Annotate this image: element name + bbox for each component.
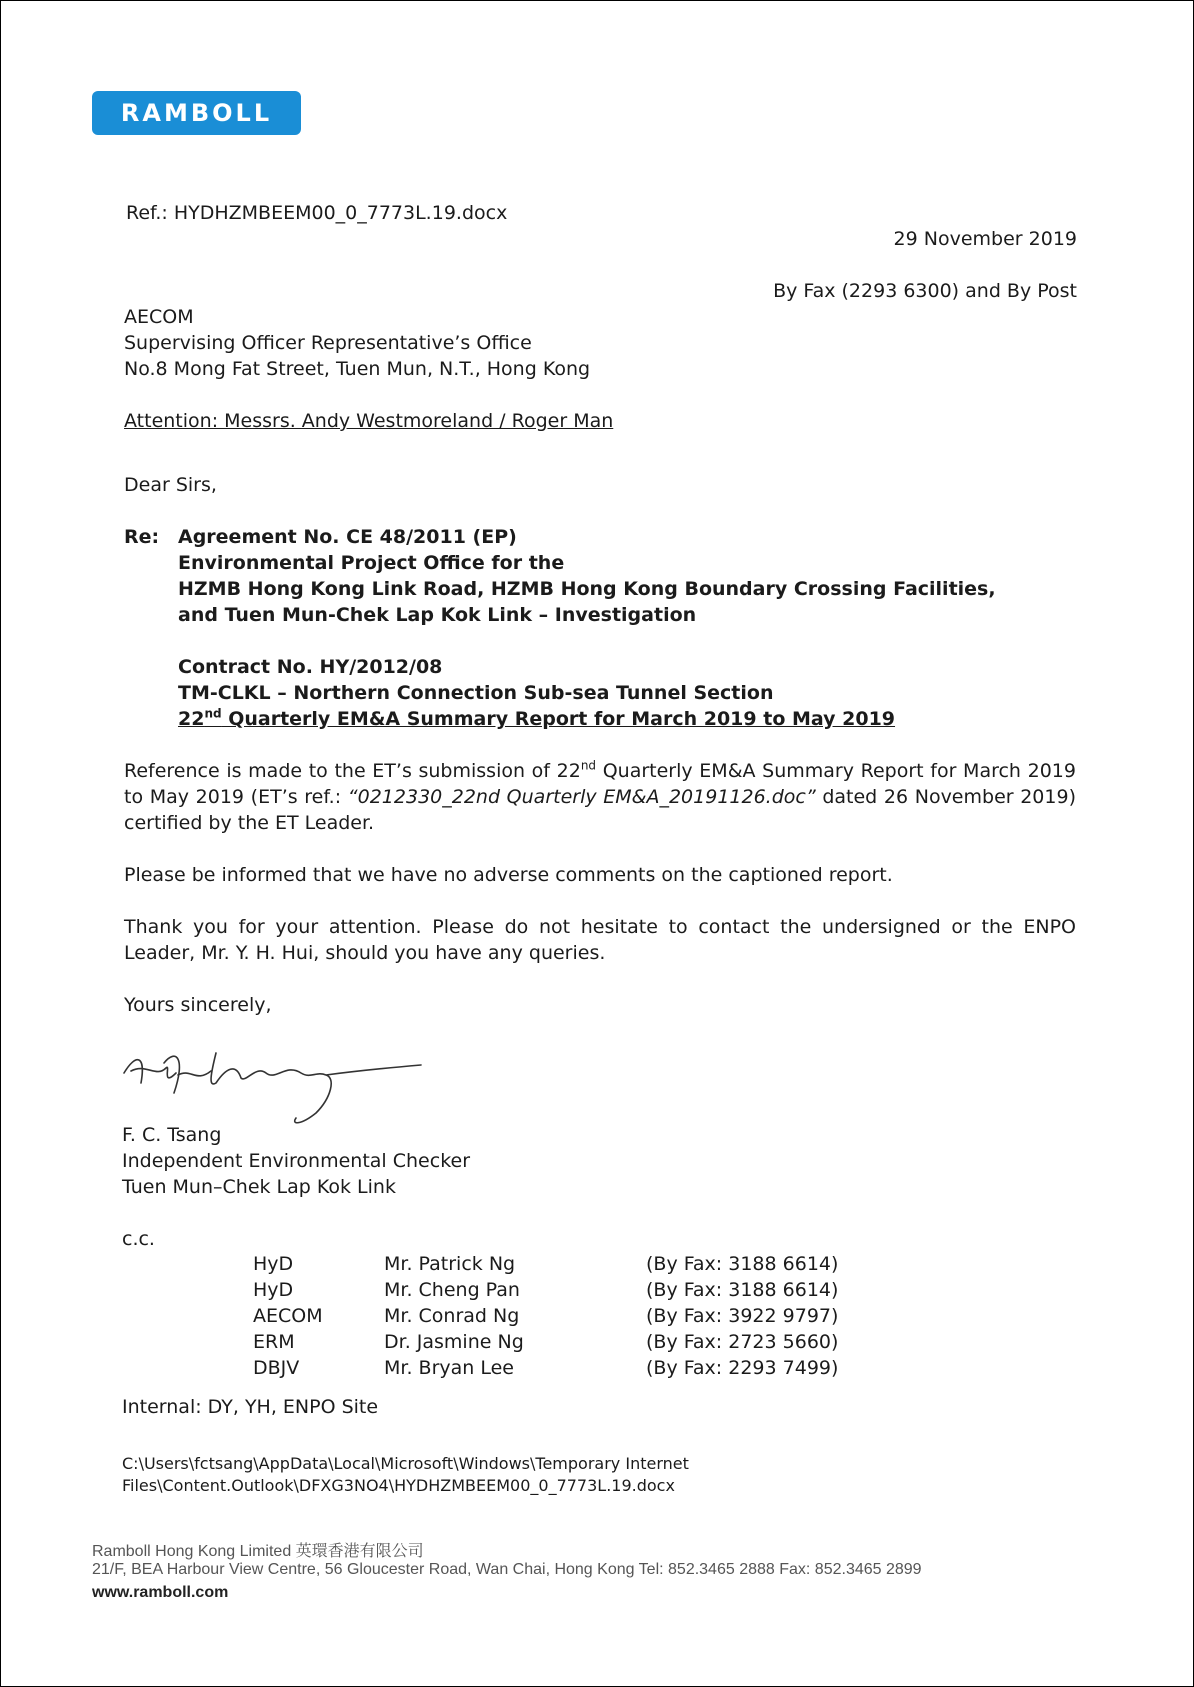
body-paragraph-reference: Reference is made to the ET’s submission of 22nd Quarterly EM&A Summary Report for March 2019 to May 2019 (ET’s ref.: “0212330_22nd Quarterly EM&A_20191126.doc” dated 26 November 2019) certified by the ET Leader. [124,758,1076,834]
recipient-org: AECOM [124,306,194,328]
subject-line: HZMB Hong Kong Link Road, HZMB Hong Kong Boundary Crossing Facilities, [178,578,996,600]
subject-line: Agreement No. CE 48/2011 (EP) [178,526,517,548]
contract-number: Contract No. HY/2012/08 [178,656,443,678]
reference-number: Ref.: HYDHZMBEEM00_0_7773L.19.docx [126,202,508,224]
cc-row [253,1277,838,1303]
cc-fax: (By Fax: 3922 9797) [646,1305,839,1327]
cc-name: Dr. Jasmine Ng [384,1331,524,1353]
internal-distribution: Internal: DY, YH, ENPO Site [122,1396,379,1418]
cc-org: HyD [253,1279,294,1301]
cc-name: Mr. Cheng Pan [384,1279,520,1301]
signatory-project: Tuen Mun–Chek Lap Kok Link [122,1176,396,1198]
cc-org: AECOM [253,1305,323,1327]
file-path: C:\Users\fctsang\AppData\Local\Microsoft\Windows\Temporary Internet Files\Content.Outlook\DFXG3NO4\HYDHZMBEEM00_0_7773L.19.docx [122,1454,689,1495]
cc-row [253,1303,838,1329]
attention-line: Attention: Messrs. Andy Westmoreland / Roger Man [124,410,614,432]
ramboll-logo: RAMBOLL [92,91,301,135]
cc-fax: (By Fax: 3188 6614) [646,1279,839,1301]
body-paragraph-thanks: Thank you for your attention. Please do not hesitate to contact the undersigned or the ENPO Leader, Mr. Y. H. Hui, should you have any queries. [124,916,1076,964]
footer-website[interactable]: www.ramboll.com [92,1584,229,1601]
cc-row [253,1355,838,1381]
subject-prefix: Re: [124,526,160,548]
cc-name: Mr. Patrick Ng [384,1253,516,1275]
cc-name: Mr. Conrad Ng [384,1305,520,1327]
footer-address: 21/F, BEA Harbour View Centre, 56 Gloucester Road, Wan Chai, Hong Kong Tel: 852.3465 2888 Fax: 852.3465 2899 [92,1561,922,1578]
cc-fax: (By Fax: 2723 5660) [646,1331,839,1353]
body-paragraph-comments: Please be informed that we have no adverse comments on the captioned report. [124,864,893,886]
cc-org: ERM [253,1331,295,1353]
recipient-street: No.8 Mong Fat Street, Tuen Mun, N.T., Hong Kong [124,358,591,380]
cc-label: c.c. [122,1228,155,1250]
contract-section: TM-CLKL – Northern Connection Sub-sea Tunnel Section [178,682,774,704]
cc-fax: (By Fax: 3188 6614) [646,1253,839,1275]
salutation: Dear Sirs, [124,474,217,496]
cc-row [253,1329,838,1355]
report-title: 22nd Quarterly EM&A Summary Report for March 2019 to May 2019 [178,706,896,730]
cc-name: Mr. Bryan Lee [384,1357,514,1379]
signatory-name: F. C. Tsang [122,1124,222,1146]
signatory-title: Independent Environmental Checker [122,1150,471,1172]
cc-row [253,1251,838,1277]
cc-org: DBJV [253,1357,300,1379]
delivery-method: By Fax (2293 6300) and By Post [773,280,1077,302]
cc-table [253,1251,838,1381]
cc-org: HyD [253,1253,294,1275]
footer-company: Ramboll Hong Kong Limited 英環香港有限公司 [92,1543,424,1560]
subject-line: Environmental Project Office for the [178,552,565,574]
handwritten-signature [116,1043,426,1133]
subject-line: and Tuen Mun-Chek Lap Kok Link – Investigation [178,604,697,626]
letter-date: 29 November 2019 [893,228,1077,250]
closing: Yours sincerely, [124,994,272,1016]
cc-fax: (By Fax: 2293 7499) [646,1357,839,1379]
recipient-office: Supervising Officer Representative’s Office [124,332,532,354]
